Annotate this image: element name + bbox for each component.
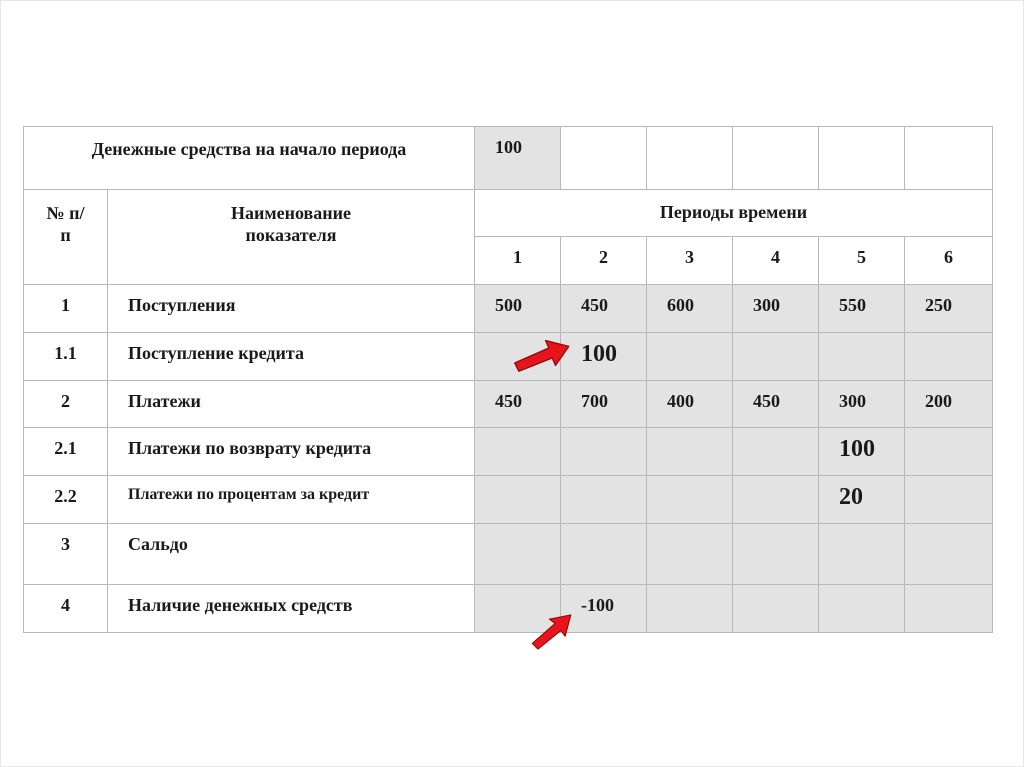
period-5: 5: [819, 237, 905, 285]
opening-balance-row: [24, 127, 993, 190]
table-row: [24, 476, 993, 524]
period-4: 4: [733, 237, 819, 285]
row-name: Поступления: [108, 285, 475, 333]
value-cell: 20: [819, 476, 905, 524]
row-number: 1: [24, 285, 108, 333]
row-name: Платежи по возврату кредита: [108, 428, 475, 476]
empty-cell: [905, 127, 993, 190]
value-cell: 400: [647, 381, 733, 428]
value-cell: [475, 524, 561, 585]
row-number: 2.1: [24, 428, 108, 476]
value-cell: [905, 585, 993, 633]
value-cell: [647, 476, 733, 524]
header-row: [24, 190, 993, 237]
value-cell: 600: [647, 285, 733, 333]
row-number: 4: [24, 585, 108, 633]
value-cell: [819, 585, 905, 633]
value-cell: [819, 333, 905, 381]
value-cell: 700: [561, 381, 647, 428]
value-cell: 450: [733, 381, 819, 428]
table-row: [24, 524, 993, 585]
empty-cell: [733, 127, 819, 190]
empty-cell: [561, 127, 647, 190]
value-cell: [733, 524, 819, 585]
red-arrow-icon: [508, 338, 578, 378]
row-name: Поступление кредита: [108, 333, 475, 381]
period-1: 1: [475, 237, 561, 285]
value-cell: [561, 476, 647, 524]
opening-balance-value: 100: [475, 127, 561, 190]
value-cell: -100: [561, 585, 647, 633]
period-6: 6: [905, 237, 993, 285]
value-cell: 250: [905, 285, 993, 333]
table-row: [24, 285, 993, 333]
value-cell: 300: [733, 285, 819, 333]
table-row: [24, 381, 993, 428]
period-2: 2: [561, 237, 647, 285]
value-cell: [905, 476, 993, 524]
value-cell: 100: [819, 428, 905, 476]
value-cell: [733, 476, 819, 524]
value-cell: [475, 476, 561, 524]
row-name: Наличие денежных средств: [108, 585, 475, 633]
row-number: 1.1: [24, 333, 108, 381]
value-cell: 550: [819, 285, 905, 333]
value-cell: 450: [475, 381, 561, 428]
value-cell: [647, 333, 733, 381]
value-cell: [819, 524, 905, 585]
value-cell: [733, 585, 819, 633]
value-cell: [905, 428, 993, 476]
value-cell: [647, 524, 733, 585]
value-cell: [905, 524, 993, 585]
row-number: 3: [24, 524, 108, 585]
header-number-text: № п/п: [46, 203, 85, 245]
value-cell: [647, 585, 733, 633]
value-cell: 300: [819, 381, 905, 428]
period-3: 3: [647, 237, 733, 285]
red-arrow-icon: [518, 612, 588, 652]
value-cell: 500: [475, 285, 561, 333]
value-cell: 100: [561, 333, 647, 381]
value-cell: [733, 333, 819, 381]
value-cell: [905, 333, 993, 381]
value-cell: [475, 428, 561, 476]
row-number: 2.2: [24, 476, 108, 524]
row-name: Платежи: [108, 381, 475, 428]
value-cell: 450: [561, 285, 647, 333]
table-row: [24, 428, 993, 476]
header-indicator-name: [108, 190, 475, 285]
value-cell: 200: [905, 381, 993, 428]
header-periods: Периоды времени: [475, 190, 993, 237]
row-name: Сальдо: [108, 524, 475, 585]
header-number: [24, 190, 108, 285]
value-cell: [561, 428, 647, 476]
cash-flow-table: [23, 126, 993, 633]
value-cell: [647, 428, 733, 476]
value-cell: [733, 428, 819, 476]
empty-cell: [647, 127, 733, 190]
value-cell: [561, 524, 647, 585]
row-name: Платежи по процентам за кредит: [108, 476, 475, 524]
opening-balance-label: Денежные средства на начало периода: [24, 127, 475, 190]
header-indicator-name-text: Наименование показателя: [231, 203, 351, 245]
empty-cell: [819, 127, 905, 190]
row-number: 2: [24, 381, 108, 428]
table-row: [24, 585, 993, 633]
